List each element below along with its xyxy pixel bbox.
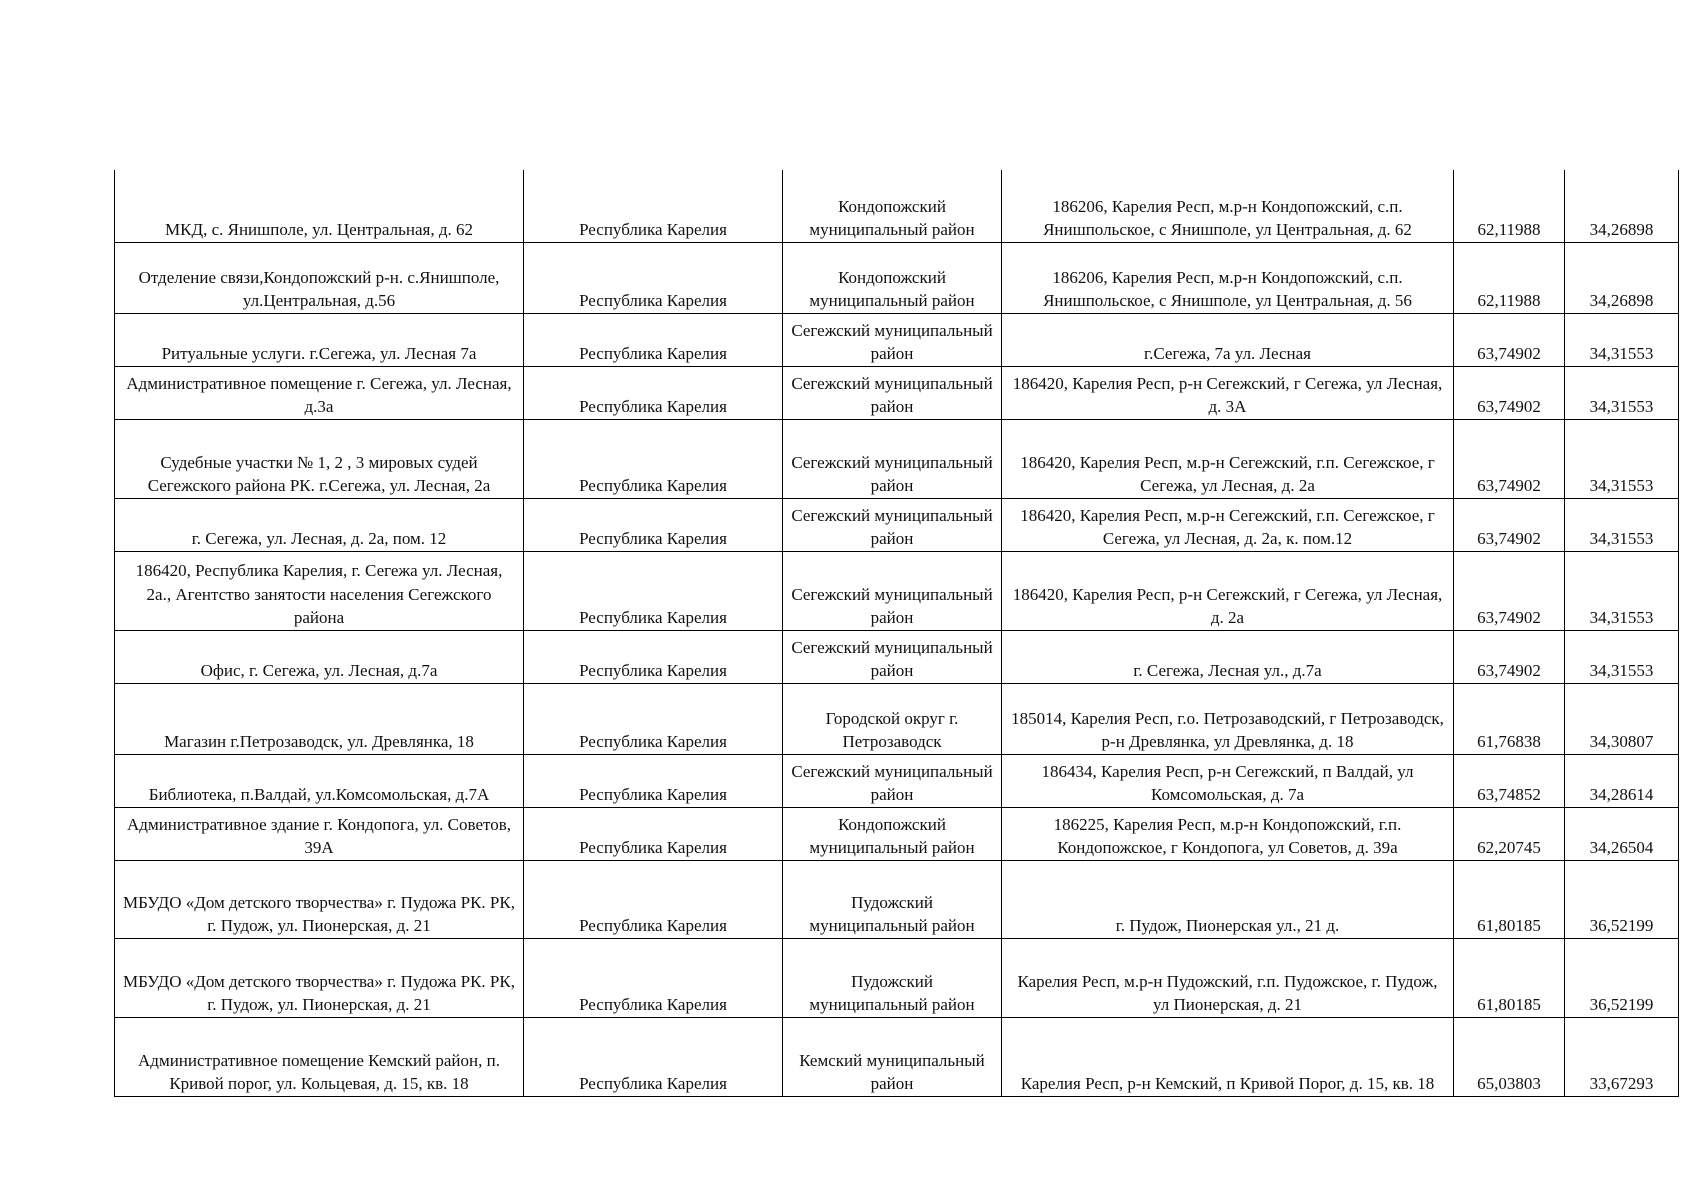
object-name-cell: Библиотека, п.Валдай, ул.Комсомольская, д.7А [115,754,524,807]
address-cell: г.Сегежа, 7а ул. Лесная [1002,313,1454,366]
address-cell: 186434, Карелия Респ, р-н Сегежский, п Валдай, ул Комсомольская, д. 7а [1002,754,1454,807]
object-name-cell: Административное здание г. Кондопога, ул. Советов, 39А [115,807,524,860]
address-cell: 185014, Карелия Респ, г.о. Петрозаводский, г Петрозаводск, р-н Древлянка, ул Древлянка, д. 18 [1002,683,1454,754]
object-name-cell: МКД, с. Янишполе, ул. Центральная, д. 62 [115,170,524,242]
region-cell: Республика Карелия [524,860,783,938]
object-name-cell: Ритуальные услуги. г.Сегежа, ул. Лесная 7а [115,313,524,366]
latitude-cell: 63,74902 [1454,498,1565,551]
object-name-cell: Судебные участки № 1, 2 , 3 мировых судей Сегежского района РК. г.Сегежа, ул. Лесная, 2а [115,419,524,498]
region-cell: Республика Карелия [524,170,783,242]
region-cell: Республика Карелия [524,938,783,1017]
region-cell: Республика Карелия [524,807,783,860]
region-cell: Республика Карелия [524,313,783,366]
district-cell: Сегежский муниципальный район [783,498,1002,551]
latitude-cell: 65,03803 [1454,1017,1565,1096]
latitude-cell: 63,74902 [1454,551,1565,630]
table-row [115,938,1679,1017]
address-cell: 186420, Карелия Респ, р-н Сегежский, г Сегежа, ул Лесная, д. 3А [1002,366,1454,419]
table-row [115,630,1679,683]
object-name-cell: Административное помещение г. Сегежа, ул. Лесная, д.3а [115,366,524,419]
district-cell: Сегежский муниципальный район [783,630,1002,683]
latitude-cell: 61,80185 [1454,938,1565,1017]
latitude-cell: 63,74902 [1454,313,1565,366]
region-cell: Республика Карелия [524,498,783,551]
region-cell: Республика Карелия [524,630,783,683]
object-name-cell: Отделение связи,Кондопожский р-н. с.Янишполе, ул.Центральная, д.56 [115,242,524,313]
longitude-cell: 34,26898 [1565,170,1679,242]
address-cell: 186206, Карелия Респ, м.р-н Кондопожский, с.п. Янишпольское, с Янишполе, ул Центральная, д. 62 [1002,170,1454,242]
longitude-cell: 33,67293 [1565,1017,1679,1096]
district-cell: Сегежский муниципальный район [783,551,1002,630]
object-name-cell: МБУДО «Дом детского творчества» г. Пудожа РК. РК, г. Пудож, ул. Пионерская, д. 21 [115,938,524,1017]
district-cell: Кондопожский муниципальный район [783,807,1002,860]
table-row [115,754,1679,807]
district-cell: Пудожский муниципальный район [783,860,1002,938]
table-row [115,242,1679,313]
table-row [115,1017,1679,1096]
longitude-cell: 34,26504 [1565,807,1679,860]
longitude-cell: 34,26898 [1565,242,1679,313]
table-row [115,860,1679,938]
table-row [115,366,1679,419]
district-cell: Сегежский муниципальный район [783,754,1002,807]
object-name-cell: Магазин г.Петрозаводск, ул. Древлянка, 18 [115,683,524,754]
region-cell: Республика Карелия [524,551,783,630]
object-name-cell: г. Сегежа, ул. Лесная, д. 2а, пом. 12 [115,498,524,551]
address-cell: Карелия Респ, м.р-н Пудожский, г.п. Пудожское, г. Пудож, ул Пионерская, д. 21 [1002,938,1454,1017]
district-cell: Кондопожский муниципальный район [783,170,1002,242]
table-row [115,683,1679,754]
latitude-cell: 63,74902 [1454,419,1565,498]
table-row [115,313,1679,366]
table-row [115,807,1679,860]
table-row [115,551,1679,630]
longitude-cell: 34,28614 [1565,754,1679,807]
address-cell: 186225, Карелия Респ, м.р-н Кондопожский, г.п. Кондопожское, г Кондопога, ул Советов, д. 39а [1002,807,1454,860]
address-cell: Карелия Респ, р-н Кемский, п Кривой Порог, д. 15, кв. 18 [1002,1017,1454,1096]
district-cell: Городской округ г. Петрозаводск [783,683,1002,754]
address-cell: г. Пудож, Пионерская ул., 21 д. [1002,860,1454,938]
region-cell: Республика Карелия [524,419,783,498]
district-cell: Сегежский муниципальный район [783,419,1002,498]
latitude-cell: 63,74902 [1454,630,1565,683]
longitude-cell: 34,31553 [1565,551,1679,630]
object-name-cell: Офис, г. Сегежа, ул. Лесная, д.7а [115,630,524,683]
latitude-cell: 61,76838 [1454,683,1565,754]
latitude-cell: 62,11988 [1454,170,1565,242]
latitude-cell: 63,74852 [1454,754,1565,807]
address-cell: г. Сегежа, Лесная ул., д.7а [1002,630,1454,683]
address-table [114,170,1679,1097]
region-cell: Республика Карелия [524,683,783,754]
address-cell: 186420, Карелия Респ, м.р-н Сегежский, г.п. Сегежское, г Сегежа, ул Лесная, д. 2а, к. пом.12 [1002,498,1454,551]
longitude-cell: 34,31553 [1565,419,1679,498]
table-row [115,419,1679,498]
object-name-cell: 186420, Республика Карелия, г. Сегежа ул. Лесная, 2а., Агентство занятости населения Сегежского района [115,551,524,630]
district-cell: Пудожский муниципальный район [783,938,1002,1017]
district-cell: Сегежский муниципальный район [783,313,1002,366]
region-cell: Республика Карелия [524,366,783,419]
longitude-cell: 36,52199 [1565,938,1679,1017]
latitude-cell: 62,20745 [1454,807,1565,860]
object-name-cell: МБУДО «Дом детского творчества» г. Пудожа РК. РК, г. Пудож, ул. Пионерская, д. 21 [115,860,524,938]
region-cell: Республика Карелия [524,1017,783,1096]
longitude-cell: 34,30807 [1565,683,1679,754]
district-cell: Сегежский муниципальный район [783,366,1002,419]
longitude-cell: 34,31553 [1565,630,1679,683]
district-cell: Кемский муниципальный район [783,1017,1002,1096]
longitude-cell: 34,31553 [1565,366,1679,419]
longitude-cell: 34,31553 [1565,313,1679,366]
address-cell: 186420, Карелия Респ, р-н Сегежский, г Сегежа, ул Лесная, д. 2а [1002,551,1454,630]
address-cell: 186206, Карелия Респ, м.р-н Кондопожский, с.п. Янишпольское, с Янишполе, ул Центральная, д. 56 [1002,242,1454,313]
address-cell: 186420, Карелия Респ, м.р-н Сегежский, г.п. Сегежское, г Сегежа, ул Лесная, д. 2а [1002,419,1454,498]
longitude-cell: 36,52199 [1565,860,1679,938]
region-cell: Республика Карелия [524,754,783,807]
latitude-cell: 62,11988 [1454,242,1565,313]
table-row [115,498,1679,551]
district-cell: Кондопожский муниципальный район [783,242,1002,313]
object-name-cell: Административное помещение Кемский район, п. Кривой порог, ул. Кольцевая, д. 15, кв. 18 [115,1017,524,1096]
table-row [115,170,1679,242]
region-cell: Республика Карелия [524,242,783,313]
longitude-cell: 34,31553 [1565,498,1679,551]
latitude-cell: 61,80185 [1454,860,1565,938]
latitude-cell: 63,74902 [1454,366,1565,419]
